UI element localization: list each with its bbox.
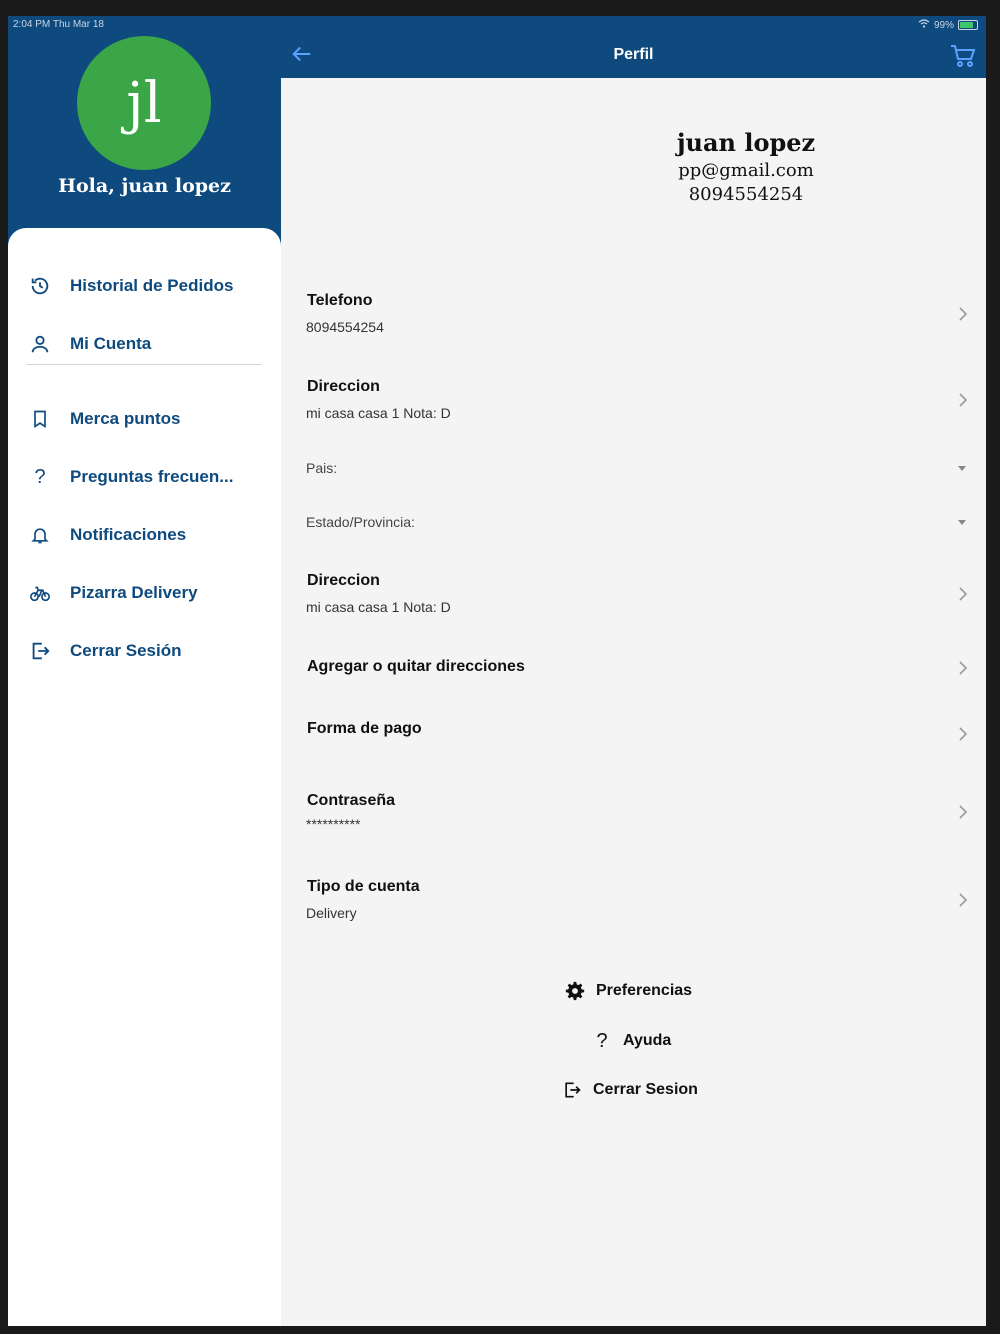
sidebar-item-notificaciones[interactable] <box>8 515 281 555</box>
greeting: Hola, juan lopez <box>58 175 231 197</box>
profile-phone: 8094554254 <box>688 184 804 205</box>
status-right <box>918 19 978 31</box>
sidebar-item-label: Pizarra Delivery <box>70 583 198 602</box>
field-value: Delivery <box>306 905 357 921</box>
gear-icon <box>564 980 586 1002</box>
field-title: Direccion <box>307 572 380 589</box>
avatar[interactable]: jl <box>77 36 211 170</box>
sidebar-item-label: Mi Cuenta <box>70 334 152 353</box>
logout-label: Cerrar Sesion <box>593 1081 698 1098</box>
field-tipo-cuenta[interactable] <box>281 876 986 936</box>
status-bar <box>8 16 986 34</box>
field-title: Forma de pago <box>307 720 422 737</box>
chevron-right-icon <box>958 392 968 408</box>
field-title: Direccion <box>307 378 380 395</box>
sidebar-item-label: Preguntas frecuen... <box>70 467 234 486</box>
page-title: Perfil <box>613 46 654 63</box>
help-link[interactable] <box>591 1030 671 1052</box>
sidebar-item-label: Historial de Pedidos <box>70 276 234 295</box>
bell-icon <box>28 523 52 547</box>
question-icon: ? <box>596 1029 608 1052</box>
question-icon: ? <box>34 465 46 488</box>
sidebar-item-label: Cerrar Sesión <box>70 641 182 660</box>
user-icon <box>28 332 52 356</box>
logout-icon <box>561 1079 583 1101</box>
chevron-right-icon <box>958 586 968 602</box>
bookmark-icon <box>28 407 52 431</box>
caret-down-icon <box>958 520 966 525</box>
manage-addresses-row[interactable] <box>281 656 986 686</box>
sidebar-item-historial[interactable] <box>8 266 281 306</box>
bicycle-icon <box>28 581 52 605</box>
field-value: 8094554254 <box>306 319 384 335</box>
sidebar-divider <box>26 364 262 365</box>
sidebar-item-cerrar-sesion[interactable] <box>8 631 281 671</box>
field-title: Telefono <box>307 292 373 309</box>
sidebar-header <box>8 16 281 261</box>
field-direccion[interactable] <box>281 376 986 436</box>
logout-link[interactable] <box>561 1079 698 1101</box>
field-value: mi casa casa 1 Nota: D <box>306 405 451 421</box>
field-direccion-2[interactable] <box>281 570 986 630</box>
sidebar <box>8 16 281 1326</box>
wifi-icon <box>918 19 930 31</box>
chevron-right-icon <box>958 804 968 820</box>
battery-percent: 99% <box>933 19 954 31</box>
preferences-link[interactable] <box>564 980 692 1002</box>
battery-icon <box>958 20 978 30</box>
sidebar-item-merca-puntos[interactable] <box>8 399 281 439</box>
cart-icon[interactable] <box>950 44 976 68</box>
dropdown-label: Estado/Provincia: <box>306 514 415 530</box>
profile-screen <box>281 16 986 1326</box>
sidebar-menu <box>8 228 281 1326</box>
field-value: mi casa casa 1 Nota: D <box>306 599 451 615</box>
caret-down-icon <box>958 466 966 471</box>
profile-name: juan lopez <box>676 128 816 157</box>
field-title: Agregar o quitar direcciones <box>307 658 525 675</box>
profile-email: pp@gmail.com <box>678 160 814 181</box>
chevron-right-icon <box>958 892 968 908</box>
sidebar-item-mi-cuenta[interactable] <box>8 324 281 364</box>
field-title: Tipo de cuenta <box>307 878 420 895</box>
dropdown-label: Pais: <box>306 460 338 476</box>
device-screen <box>8 16 986 1326</box>
chevron-right-icon <box>958 660 968 676</box>
payment-method-row[interactable] <box>281 718 986 758</box>
sidebar-item-label: Notificaciones <box>70 525 187 544</box>
dropdown-pais[interactable] <box>281 456 986 482</box>
preferences-label: Preferencias <box>596 982 693 999</box>
chevron-right-icon <box>958 726 968 742</box>
sidebar-item-label: Merca puntos <box>70 409 181 428</box>
dropdown-estado[interactable] <box>281 510 986 536</box>
status-time: 2:04 PM Thu Mar 18 <box>13 19 104 30</box>
field-telefono[interactable] <box>281 290 986 350</box>
field-title: Contraseña <box>307 792 396 809</box>
help-label: Ayuda <box>623 1032 672 1049</box>
sidebar-item-pizarra-delivery[interactable] <box>8 573 281 613</box>
logout-icon <box>28 639 52 663</box>
field-contrasena[interactable] <box>281 790 986 850</box>
history-icon <box>28 274 52 298</box>
sidebar-item-preguntas[interactable] <box>8 457 281 497</box>
field-value: ********** <box>306 816 361 832</box>
chevron-right-icon <box>958 306 968 322</box>
